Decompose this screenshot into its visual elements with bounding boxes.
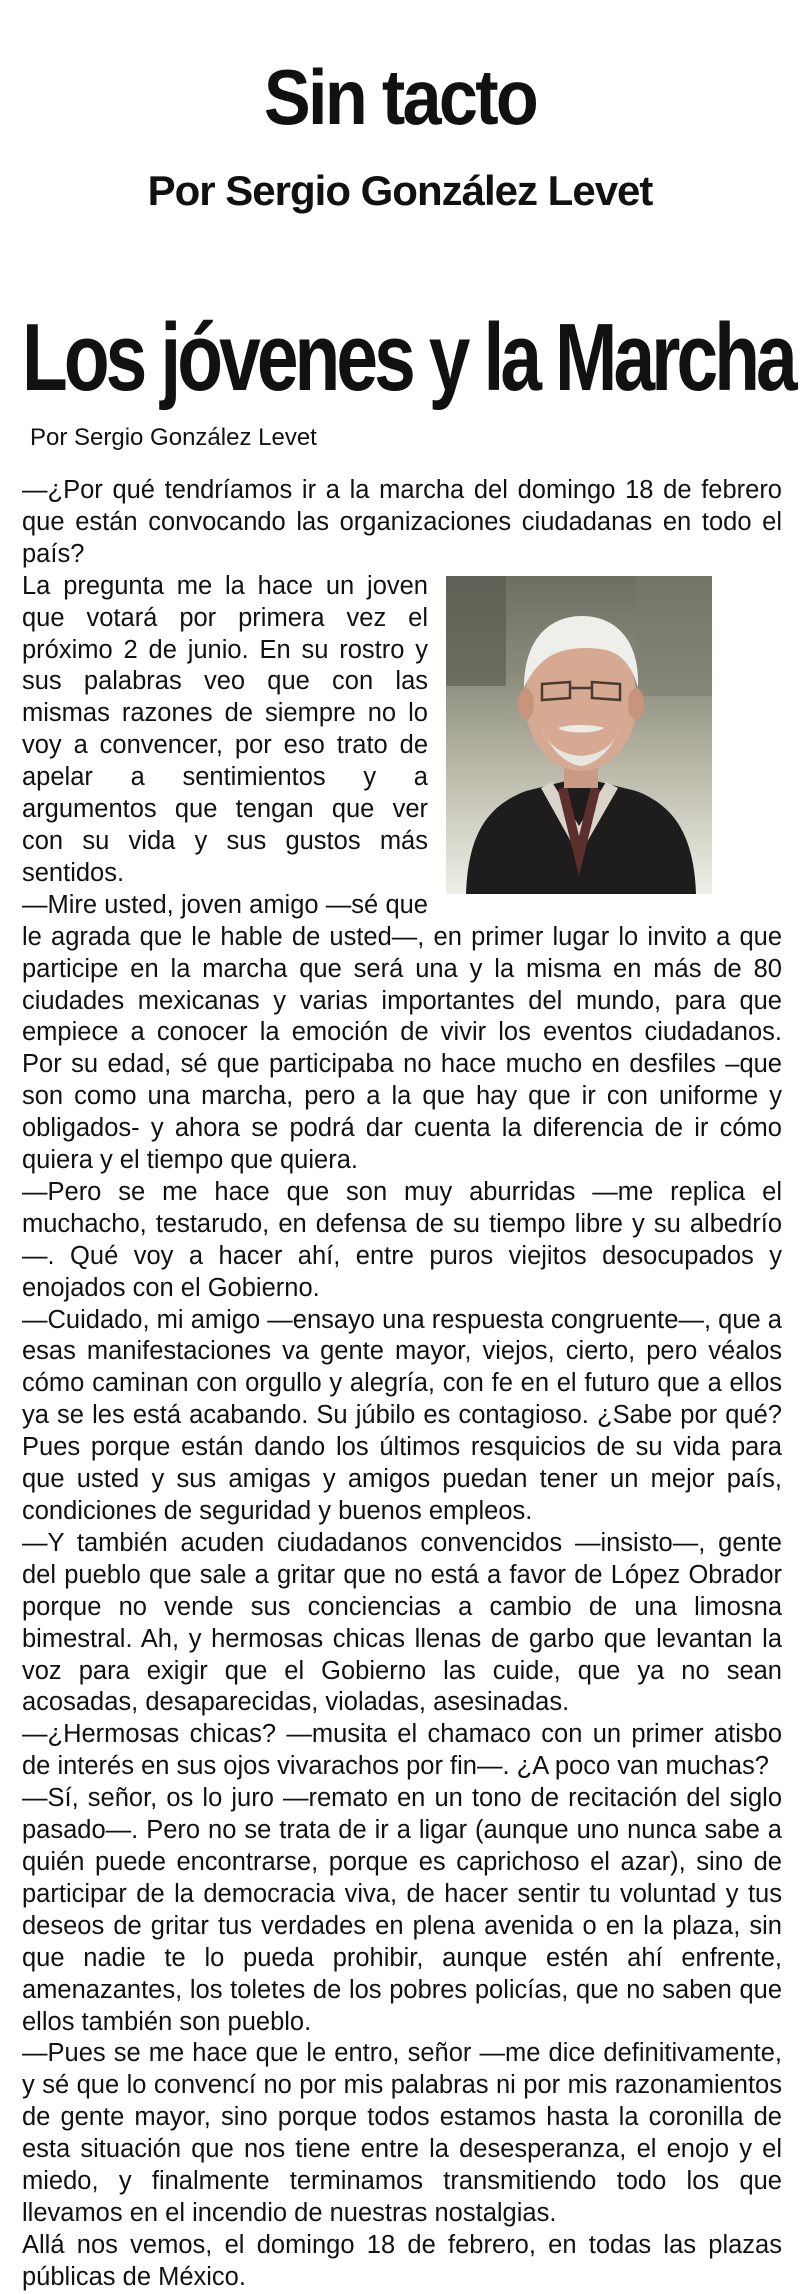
- column-author: Por Sergio González Levet: [147, 167, 653, 214]
- article-body: [22, 475, 782, 2294]
- paragraph: —Pero se me hace que son muy aburridas —me replica el muchacho, testarudo, en defensa de su tiempo libre y su albedrío—. Qué voy a hacer ahí, entre puros viejitos desocupados y enojados con el Gobierno.: [22, 1177, 782, 1302]
- article-byline: Por Sergio González Levet: [30, 424, 317, 451]
- paragraph: —Mire usted, joven amigo —sé que le agrada que le hable de usted—, en primer lugar lo invito a que participe en la marcha que será una y la misma en más de 80 ciudades mexicanas y varias importantes del mundo, para que empiece a conocer la emoción de vivir los eventos ciudadanos. Por su edad, sé que participaba no hace mucho en desfiles –que son como una marcha, pero a la que hay que ir con uniforme y obligados- y ahora se podrá dar cuenta la diferencia de ir cómo quiera y el tiempo que quiera.: [22, 890, 782, 1175]
- paragraph: —¿Hermosas chicas? —musita el chamaco con un primer atisbo de interés en sus ojos vivarachos por fin—. ¿A poco van muchas?: [22, 1720, 782, 1781]
- paragraph: —Cuidado, mi amigo —ensayo una respuesta congruente—, que a esas manifestaciones va gente mayor, viejos, cierto, pero véalos cómo caminan con orgullo y alegría, con fe en el futuro que a ellos ya se les está acabando. Su júbilo es contagioso. ¿Sabe por qué? Pues porque están dando los últimos resquicios de su vida para que usted y sus amigas y amigos puedan tener un mejor país, condiciones de seguridad y buenos empleos.: [22, 1305, 782, 1525]
- column-title: Sin tacto: [263, 53, 537, 141]
- paragraph: La pregunta me la hace un joven que votará por primera vez el próximo 2 de junio. En su rostro y sus palabras veo que con las mismas razones de siempre no lo voy a convencer, por eso trato de apelar a sentimientos y a argumentos que tengan que ver con su vida y sus gustos más sentidos.: [22, 571, 428, 887]
- paragraph: —Pues se me hace que le entro, señor —me dice definitivamente, y sé que lo convencí no por mis palabras ni por mis razonamientos de gente mayor, sino porque todos estamos hasta la coronilla de esta situación que nos tiene entre la desesperanza, el enojo y el miedo, y finalmente terminamos transmitiendo todo los que llevamos en el incendio de nuestras nostalgias.: [22, 2039, 782, 2227]
- paragraph: —Y también acuden ciudadanos convencidos —insisto—, gente del pueblo que sale a gritar que no está a favor de López Obrador porque no vende sus conciencias a cambio de una limosna bimestral. Ah, y hermosas chicas llenas de garbo que levantan la voz para exigir que el Gobierno las cuide, que ya no sean acosadas, desaparecidas, violadas, asesinadas.: [22, 1528, 782, 1717]
- paragraph: —¿Por qué tendríamos ir a la marcha del domingo 18 de febrero que están convocando las organizaciones ciudadanas en todo el país?: [22, 476, 782, 568]
- paragraph: Allá nos vemos, el domingo 18 de febrero, en todas las plazas públicas de México.: [22, 2230, 782, 2291]
- article-headline: Los jóvenes y la Marcha: [22, 304, 794, 411]
- author-photo: [446, 576, 712, 894]
- paragraph: —Sí, señor, os lo juro —remato en un tono de recitación del siglo pasado—. Pero no se trata de ir a ligar (aunque uno nunca sabe a quién puede encontrarse, porque es caprichoso el azar), sino de participar de la democracia viva, de hacer sentir tu voluntad y tus deseos de gritar tus verdades en plena avenida o en la plaza, sin que nadie te lo pueda prohibir, aunque estén ahí enfrente, amenazantes, los toletes de los pobres policías, que no saben que ellos también son pueblo.: [22, 1784, 782, 2036]
